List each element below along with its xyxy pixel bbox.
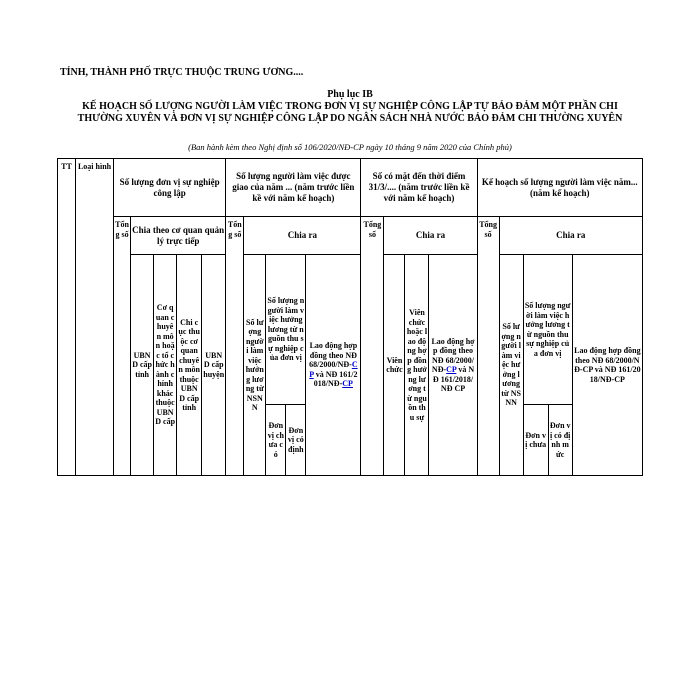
header-tt: TT	[58, 159, 76, 476]
header-vc-hd-thu-su-nghiep: Viên chức hoặc lao động hợp đồng hưởng lương từ nguồn thu sự	[405, 255, 429, 476]
cp-link-2[interactable]: CP	[342, 379, 353, 389]
province-line: TỈNH, THÀNH PHỐ TRỰC THUỘC TRUNG ƯƠNG....	[60, 67, 304, 78]
header-dv-co-dinh-muc-4: Đơn vị có định mức	[548, 405, 572, 476]
header-chia-ra-2: Chia ra	[244, 217, 361, 255]
header-tong-so-2: Tổng số	[226, 217, 244, 476]
header-lao-dong-hd-4: Lao động hợp đồng theo NĐ 68/2000/NĐ-CP và NĐ 161/2018/NĐ-CP	[572, 255, 642, 476]
header-group-units: Số lượng đơn vị sự nghiệp công lập	[114, 159, 226, 217]
header-group-present: Số có mặt đến thời điểm 31/3/.... (năm trước liền kề với năm kế hoạch)	[361, 159, 477, 217]
header-vien-chuc: Viên chức	[384, 255, 405, 476]
cp-link-1[interactable]: CP	[309, 360, 358, 379]
header-tong-so-1: Tổng số	[114, 217, 131, 476]
header-dv-chua-co: Đơn vị chưa có	[266, 405, 286, 476]
header-loai-hinh: Loại hình	[76, 159, 114, 476]
header-chia-ra-3: Chia ra	[384, 217, 477, 255]
header-chi-cuc: Chi cục thuộc cơ quan chuyên môn thuộc UBND cấp tỉnh	[177, 255, 202, 476]
header-chia-ra-4: Chia ra	[499, 217, 642, 255]
header-sl-thu-su-nghiep: Số lượng người làm việc hưởng lương từ nguồn thu sự nghiệp của đơn vị	[266, 255, 306, 405]
header-ubnd-tinh: UBND cấp tỉnh	[131, 255, 154, 476]
header-lao-dong-hd-2: Lao động hợp đồng theo NĐ 68/2000/NĐ-CP và NĐ 161/2018/NĐ-CP	[306, 255, 361, 476]
header-tong-so-3: Tổng số	[361, 217, 384, 476]
header-co-quan-chuyen-mon: Cơ quan chuyên môn hoặc tổ chức hành chính khác thuộc UBND cấp	[154, 255, 177, 476]
header-tong-so-4: Tổng số	[477, 217, 499, 476]
cp-link-3[interactable]: CP	[446, 365, 457, 374]
appendix-label: Phụ lục IB	[327, 89, 373, 100]
header-dv-co-dinh: Đơn vị có định	[286, 405, 306, 476]
header-dv-chua-co-4: Đơn vị chưa	[523, 405, 548, 476]
staffing-plan-table	[57, 158, 643, 476]
document-subtitle: (Ban hành kèm theo Nghị định số 106/2020/NĐ-CP ngày 10 tháng 9 năm 2020 của Chính phủ)	[188, 142, 512, 152]
document-title: KẾ HOẠCH SỐ LƯỢNG NGƯỜI LÀM VIỆC TRONG ĐƠN VỊ SỰ NGHIỆP CÔNG LẬP TỰ BẢO ĐẢM MỘT PHẦN CHI THƯỜNG XUYÊN VÀ ĐƠN VỊ SỰ NGHIỆP CÔNG LẬP DO NGÂN SÁCH NHÀ NƯỚC BẢO ĐẢM CHI THƯỜNG XUYÊN	[77, 101, 623, 124]
header-sl-nsnn-4: Số lượng người làm việc hưởng lương từ NSNN	[499, 255, 523, 476]
header-ubnd-huyen: UBND cấp huyện	[202, 255, 226, 476]
header-group-assigned: Số lượng người làm việc được giao của năm ... (năm trước liền kề với năm kế hoạch)	[226, 159, 361, 217]
header-chia-theo-co-quan: Chia theo cơ quan quản lý trực tiếp	[131, 217, 226, 255]
header-sl-nsnn: Số lượng người làm việc hưởng lương từ NSNN	[244, 255, 266, 476]
header-sl-thu-su-nghiep-4: Số lượng người làm việc hưởng lương từ nguồn thu sự nghiệp của đơn vị	[523, 255, 572, 405]
header-lao-dong-hd-3: Lao động hợp đồng theo NĐ 68/2000/NĐ-CP và NĐ 161/2018/NĐ CP	[429, 255, 477, 476]
header-group-plan: Kế hoạch số lượng người làm việc năm... (năm kế hoạch)	[477, 159, 642, 217]
